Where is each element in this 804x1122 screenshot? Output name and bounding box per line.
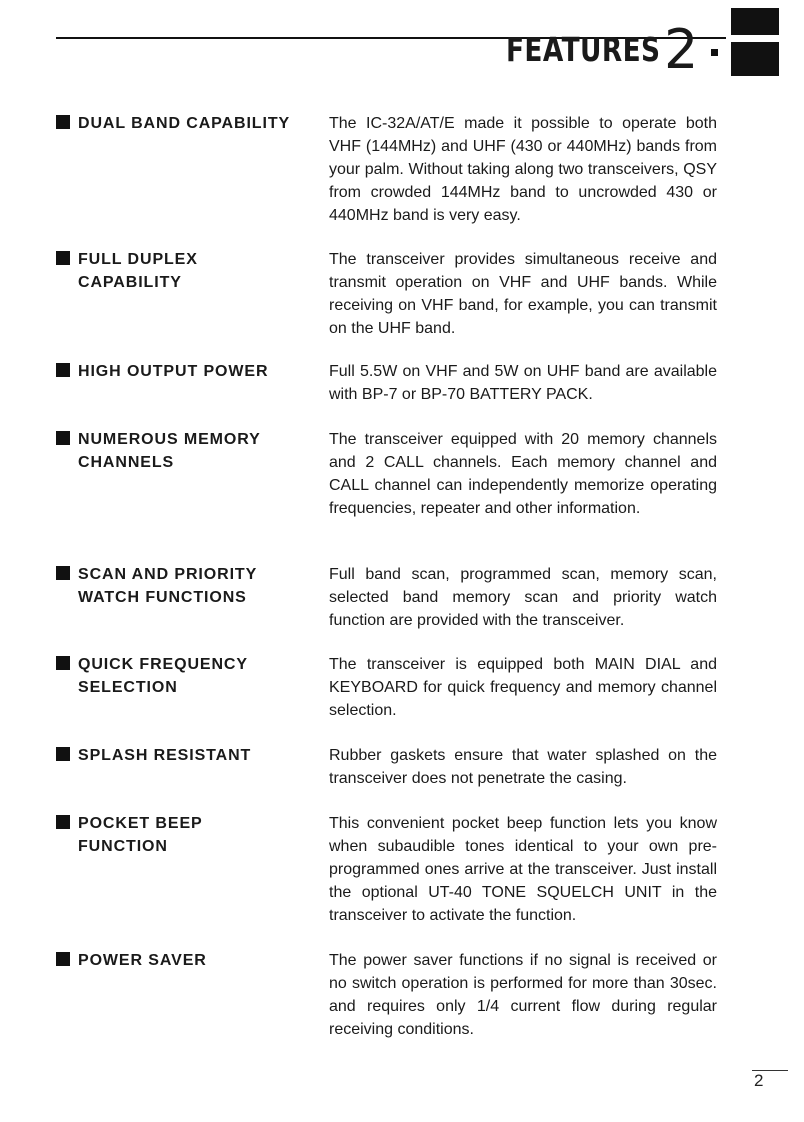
bullet-square [56, 747, 70, 761]
bullet-square [56, 952, 70, 966]
page-number: 2 [754, 1071, 764, 1090]
bullet-square [56, 566, 70, 580]
feature-title: QUICK FREQUENCY SELECTION [78, 656, 248, 696]
bullet-square [56, 656, 70, 670]
bullet-square [56, 251, 70, 265]
page-title [506, 18, 699, 81]
chapter-tab-upper [731, 8, 779, 35]
feature-description: Rubber gaskets ensure that water splashed on the transceiver does not penetrate the casing. [329, 747, 717, 787]
chapter-number: 2 [664, 18, 699, 81]
feature-description: The transceiver provides simultaneous receive and transmit operation on VHF and UHF bands. While receiving on VHF band, for example, you can transmit on the UHF band. [329, 251, 717, 337]
feature-description: The transceiver is equipped both MAIN DIAL and KEYBOARD for quick frequency and memory channel selection. [329, 656, 717, 719]
feature-title: FULL DUPLEX CAPABILITY [78, 251, 198, 291]
chapter-number-dot [711, 49, 718, 56]
bullet-square [56, 815, 70, 829]
feature-title: NUMEROUS MEMORY CHANNELS [78, 431, 261, 471]
bullet-square [56, 363, 70, 377]
feature-title: HIGH OUTPUT POWER [78, 363, 269, 380]
feature-description: The IC-32A/AT/E made it possible to operate both VHF (144MHz) and UHF (430 or 440MHz) bands from your palm. Without taking along two transceivers, QSY from crowded 144MHz band to uncrowded 430 or 440MHz band is very easy. [329, 115, 717, 224]
feature-description: This convenient pocket beep function lets you know when subaudible tones identical to your own pre-programmed ones arrive at the transceiver. Just install the optional UT-40 TONE SQUELCH UNIT in the transceiver to activate the function. [329, 815, 717, 924]
chapter-title: FEATURES [506, 30, 661, 69]
bullet-square [56, 431, 70, 445]
feature-title: DUAL BAND CAPABILITY [78, 115, 291, 132]
feature-description: The transceiver equipped with 20 memory channels and 2 CALL channels. Each memory channel and CALL channel can independently memorize operating frequencies, repeater and other information. [329, 431, 717, 517]
chapter-tab-lower [731, 42, 779, 76]
feature-description: The power saver functions if no signal is received or no switch operation is performed for more than 30sec. and requires only 1/4 current flow during regular receiving conditions. [329, 952, 717, 1038]
feature-title: SCAN AND PRIORITY WATCH FUNCTIONS [78, 566, 257, 606]
feature-description: Full band scan, programmed scan, memory scan, selected band memory scan and priority watch function are provided with the transceiver. [329, 566, 717, 629]
feature-title: POCKET BEEP FUNCTION [78, 815, 203, 855]
bullet-square [56, 115, 70, 129]
feature-title: SPLASH RESISTANT [78, 747, 252, 764]
feature-description: Full 5.5W on VHF and 5W on UHF band are available with BP-7 or BP-70 BATTERY PACK. [329, 363, 717, 403]
feature-title: POWER SAVER [78, 952, 207, 969]
